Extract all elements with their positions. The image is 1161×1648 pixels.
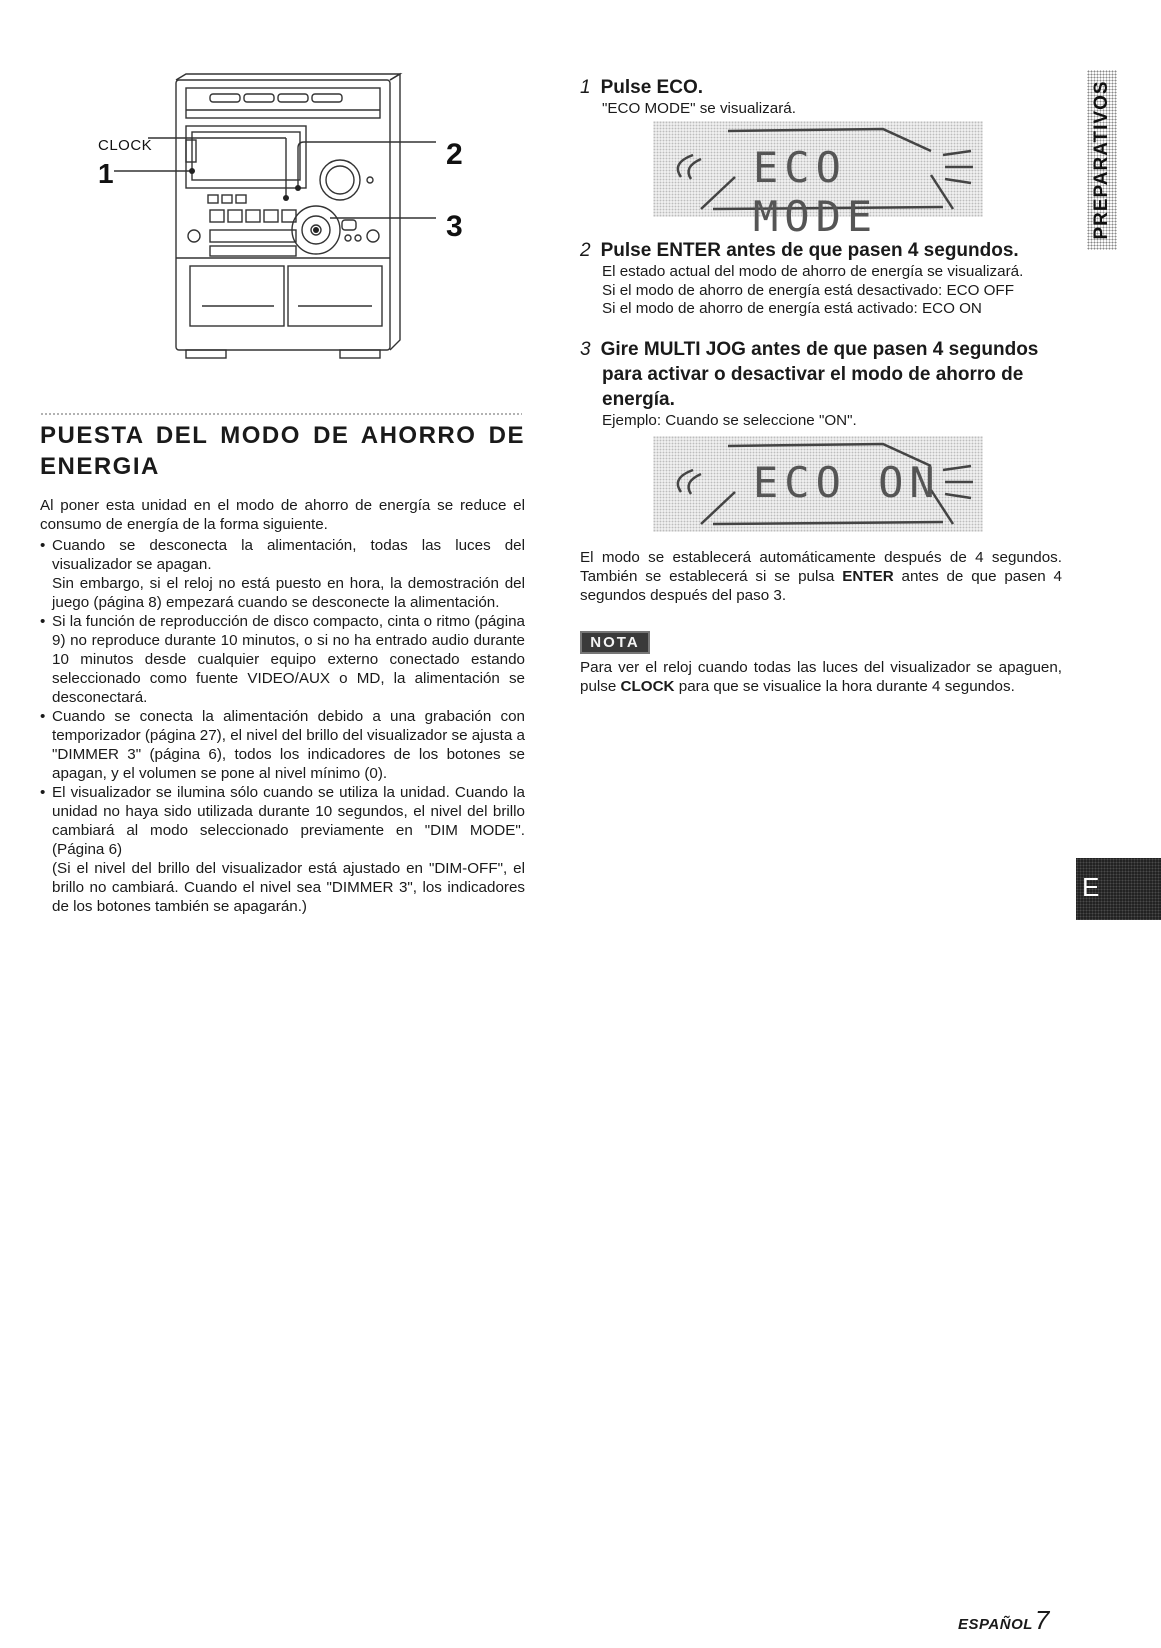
side-tab-label: PREPARATIVOS [1091,80,1112,240]
lcd-text: ECO MODE [753,143,879,241]
nota-text: Para ver el reloj cuando todas las luces del visualizador se apaguen, pulse [580,659,1062,695]
lcd-display-eco-mode [653,121,983,241]
language-tab [1076,858,1161,920]
callout-number-1: 1 [98,158,114,189]
list-item [40,707,525,783]
callout-number-2: 2 [446,138,463,171]
step-line: "ECO MODE" se visualizará. [602,100,796,117]
step-1-heading [580,75,1060,100]
result-text: El modo se establecerá automáticamente después de 4 segundos. También se establecerá si se pulsa [580,549,1062,585]
section-title: PUESTA DEL MODO DE AHORRO DE ENERGIA [40,422,525,480]
step-title: Pulse ECO. [600,77,703,98]
step-3-heading-cont: para activar o desactivar el modo de ahorro de energía. [602,364,1024,410]
nota-text: para que se visualice la hora durante 4 segundos. [674,678,1015,695]
section-side-tab [1087,70,1117,250]
result-text: antes de que pasen 4 segundos después del paso 3. [580,568,1062,604]
bullet-list [40,536,525,916]
bullet-text: • Cuando se conecta la alimentación debido a una grabación con temporizador (página 27), el nivel del brillo del visualizador se ajusta a "DIMMER 3" (página 6), todos los indicadores de los botones se apagan, y el volumen se pone al nivel mínimo (0). [52,708,525,782]
section-divider [40,412,522,416]
result-keyword: ENTER [842,568,894,585]
page-number: 7 [1034,1605,1050,1635]
footer-language: ESPAÑOL [958,1616,1033,1633]
language-tab-letter: E [1082,872,1100,902]
result-paragraph [580,548,1062,605]
bullet-extra: Sin embargo, si el reloj no está puesto en hora, la demostración del juego (página 8) empezará cuando se desconecte la alimentación. [52,575,525,611]
list-item [40,612,525,707]
step-number: 2 [580,240,591,261]
step-number: 3 [580,339,591,360]
nota-keyword: CLOCK [620,678,675,695]
step-number: 1 [580,77,591,98]
page-footer [958,1605,1049,1636]
step-2 [580,238,1080,319]
step-line: Si el modo de ahorro de energía está desactivado: ECO OFF [602,281,1014,299]
step-title: Pulse ENTER antes de que pasen 4 segundos. [600,240,1019,261]
step-line: El estado actual del modo de ahorro de energía se visualizará. [602,263,1024,280]
lcd-display-eco-on [653,436,983,532]
bullet-text: • El visualizador se ilumina sólo cuando se utiliza la unidad. Cuando la unidad no haya sido utilizada durante 10 segundos, el nivel del brillo cambiará al modo seleccionado previamente en "DIM MODE". (Página 6) [52,784,525,858]
bullet-text: • Cuando se desconecta la alimentación, todas las luces del visualizador se apagan. [52,537,525,573]
step-line: Si el modo de ahorro de energía está activado: ECO ON [602,300,982,317]
bullet-extra: (Si el nivel del brillo del visualizador está ajustado en "DIM-OFF", el brillo no cambiará. Cuando el nivel sea "DIMMER 3", los indicadores de los botones también se apagarán.) [52,860,525,915]
list-item [40,536,525,612]
step-2-heading [580,238,1080,263]
intro-paragraph: Al poner esta unidad en el modo de ahorro de energía se reduce el consumo de energía de la forma siguiente. [40,497,525,533]
step-line: Ejemplo: Cuando se seleccione "ON". [602,412,857,429]
bullet-text: • Si la función de reproducción de disco compacto, cinta o ritmo (página 9) no reproduce durante 10 minutos, o si no ha entrado audio durante 10 minutos desde cualquier equipo externo conectado estando seleccionado como fuente VIDEO/AUX o MD, la alimentación se desconectará. [52,613,525,706]
step-title: Gire MULTI JOG antes de que pasen 4 segundos [600,339,1039,360]
list-item [40,783,525,916]
callout-number-3: 3 [446,210,463,243]
clock-callout-label: CLOCK [98,137,153,154]
step-3-heading [580,337,1060,362]
lcd-text: ECO ON [753,458,941,507]
nota-paragraph [580,658,1062,696]
nota-badge: NOTA [580,631,650,654]
step-1 [580,75,1060,119]
step-3 [580,337,1060,431]
